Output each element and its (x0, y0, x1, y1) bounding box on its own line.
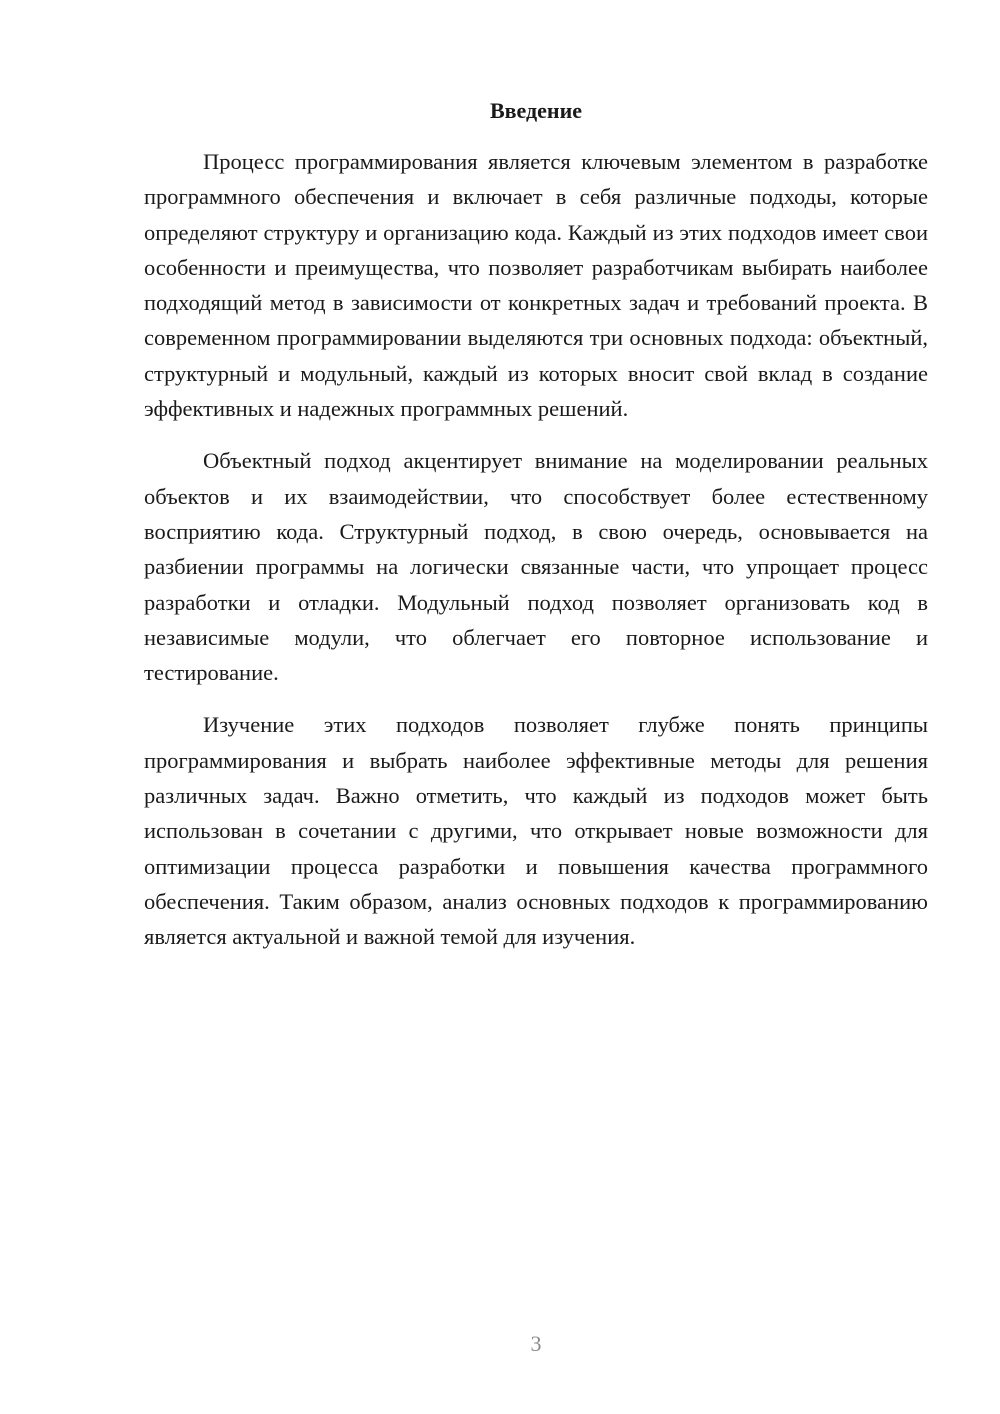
paragraph-2: Объектный подход акцентирует внимание на моделировании реальных объектов и их взаимодействии, что способствует более естественному восприятию кода. Структурный подход, в свою очередь, основывается на разбиении программы на логически связанные части, что упрощает процесс разработки и отладки. Модульный подход позволяет организовать код в независимые модули, что облегчает его повторное использование и тестирование. (144, 448, 928, 686)
page-number: 3 (530, 1331, 542, 1356)
paragraph-1: Процесс программирования является ключевым элементом в разработке программного обеспечения и включает в себя различные подходы, которые определяют структуру и организацию кода. Каждый из этих подходов имеет свои особенности и преимущества, что позволяет разработчикам выбирать наиболее подходящий метод в зависимости от конкретных задач и требований проекта. В современном программировании выделяются три основных подхода: объектный, структурный и модульный, каждый из которых вносит свой вклад в создание эффективных и надежных программных решений. (144, 149, 928, 422)
paragraph-3: Изучение этих подходов позволяет глубже понять принципы программирования и выбрать наиболее эффективные методы для решения различных задач. Важно отметить, что каждый из подходов может быть использован в сочетании с другими, что открывает новые возможности для оптимизации процесса разработки и повышения качества программного обеспечения. Таким образом, анализ основных подходов к программированию является актуальной и важной темой для изучения. (144, 712, 928, 950)
section-title: Введение (489, 98, 583, 123)
page-content (144, 96, 928, 972)
